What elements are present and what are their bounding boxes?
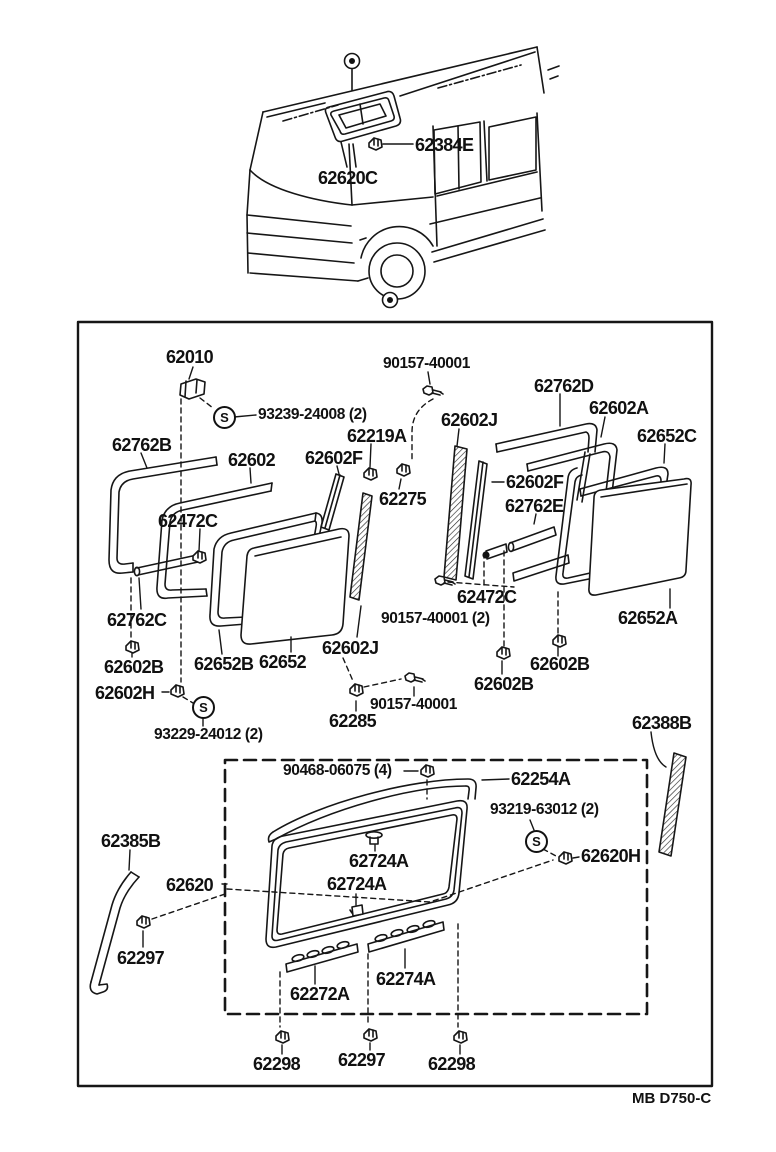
screw-symbol-badge: S bbox=[525, 830, 548, 853]
van-roof-window bbox=[325, 92, 400, 142]
part-label-62472c-left: 62472C bbox=[158, 511, 218, 531]
part-label-62275: 62275 bbox=[379, 489, 427, 509]
clip-62298-icon bbox=[454, 1031, 467, 1043]
part-label-62602j-right: 62602J bbox=[441, 410, 498, 430]
clip-62620H-icon bbox=[559, 852, 572, 864]
part-label-62602a: 62602A bbox=[589, 398, 649, 418]
clip-62602B-icon bbox=[126, 641, 139, 653]
lock-striker-62010 bbox=[180, 379, 205, 399]
clip-62384E-icon bbox=[369, 138, 382, 150]
part-label-62724a-lower: 62724A bbox=[327, 874, 387, 894]
part-label-62652b: 62652B bbox=[194, 654, 254, 674]
part-label-62298-2: 62298 bbox=[428, 1054, 476, 1074]
clip-62472C-icon bbox=[193, 551, 206, 563]
part-label-62298-1: 62298 bbox=[253, 1054, 301, 1074]
clip-62285-icon bbox=[350, 684, 363, 696]
clip-62275-icon bbox=[397, 464, 410, 476]
screw-symbol-badge: S bbox=[213, 406, 236, 429]
part-label-62762c: 62762C bbox=[107, 610, 167, 630]
part-label-90157-40001-2: 90157-40001 (2) bbox=[381, 610, 490, 627]
part-label-93229-24012: 93229-24012 (2) bbox=[154, 726, 263, 743]
part-label-62620h: 62620H bbox=[581, 846, 641, 866]
part-label-62472c-right: 62472C bbox=[457, 587, 517, 607]
part-label-62010: 62010 bbox=[166, 347, 214, 367]
strip-62388B bbox=[659, 753, 686, 856]
van-side-window bbox=[489, 117, 536, 180]
part-label-62384e: 62384E bbox=[415, 135, 474, 155]
bolt-symbol-icon bbox=[345, 54, 360, 69]
bolt-symbol-icon bbox=[383, 293, 398, 308]
part-label-62602h: 62602H bbox=[95, 683, 155, 703]
part-label-62219a: 62219A bbox=[347, 426, 407, 446]
clip-62602B-icon bbox=[497, 647, 510, 659]
part-label-62652: 62652 bbox=[259, 652, 307, 672]
part-label-62652c: 62652C bbox=[637, 426, 697, 446]
part-label-62602b-left: 62602B bbox=[104, 657, 164, 677]
part-label-62602f-right: 62602F bbox=[506, 472, 564, 492]
part-label-62724a-upper: 62724A bbox=[349, 851, 409, 871]
strip-62602J bbox=[350, 493, 372, 600]
part-label-62297-left: 62297 bbox=[117, 948, 165, 968]
part-label-62620: 62620 bbox=[166, 875, 214, 895]
part-label-62602: 62602 bbox=[228, 450, 276, 470]
part-label-90468-06075: 90468-06075 (4) bbox=[283, 762, 392, 779]
clip-62297-icon bbox=[137, 916, 150, 928]
clip-90468-icon bbox=[421, 765, 434, 777]
part-label-93239-24008: 93239-24008 (2) bbox=[258, 406, 367, 423]
part-label-62602f-left: 62602F bbox=[305, 448, 363, 468]
screw-90157-icon bbox=[423, 386, 443, 395]
part-label-62388b: 62388B bbox=[632, 713, 692, 733]
part-label-90157-40001-top: 90157-40001 bbox=[383, 355, 470, 372]
strip-62602J-right bbox=[444, 446, 467, 580]
part-label-62602b-right2: 62602B bbox=[474, 674, 534, 694]
clip-62602H-icon bbox=[171, 685, 184, 697]
part-label-62602j-center: 62602J bbox=[322, 638, 379, 658]
van-illustration bbox=[247, 47, 559, 308]
clip-62297-icon bbox=[364, 1029, 377, 1041]
diagram-code: MB D750-C bbox=[632, 1090, 712, 1107]
part-label-62285: 62285 bbox=[329, 711, 377, 731]
part-label-62254a: 62254A bbox=[511, 769, 571, 789]
part-label-62274a: 62274A bbox=[376, 969, 436, 989]
clip-62602B-icon bbox=[553, 635, 566, 647]
glass-62652 bbox=[241, 529, 349, 644]
back-window-assembly bbox=[266, 762, 572, 972]
part-label-62602b-right1: 62602B bbox=[530, 654, 590, 674]
part-label-62620c: 62620C bbox=[318, 168, 378, 188]
part-label-62762e: 62762E bbox=[505, 496, 564, 516]
screw-90157-icon bbox=[405, 673, 425, 682]
part-label-62762d: 62762D bbox=[534, 376, 594, 396]
part-label-62652a: 62652A bbox=[618, 608, 678, 628]
part-label-62385b: 62385B bbox=[101, 831, 161, 851]
part-label-62272a: 62272A bbox=[290, 984, 350, 1004]
part-label-62297-bottom: 62297 bbox=[338, 1050, 386, 1070]
part-label-62762b: 62762B bbox=[112, 435, 172, 455]
part-label-90157-40001-bottom: 90157-40001 bbox=[370, 696, 457, 713]
screw-symbol-badge: S bbox=[192, 696, 215, 719]
clip-62219A-icon bbox=[364, 468, 377, 480]
part-label-93219-63012: 93219-63012 (2) bbox=[490, 801, 599, 818]
sub-assembly-border bbox=[225, 760, 647, 1014]
clip-62298-icon bbox=[276, 1031, 289, 1043]
pillar-channel-62385B bbox=[90, 872, 139, 994]
